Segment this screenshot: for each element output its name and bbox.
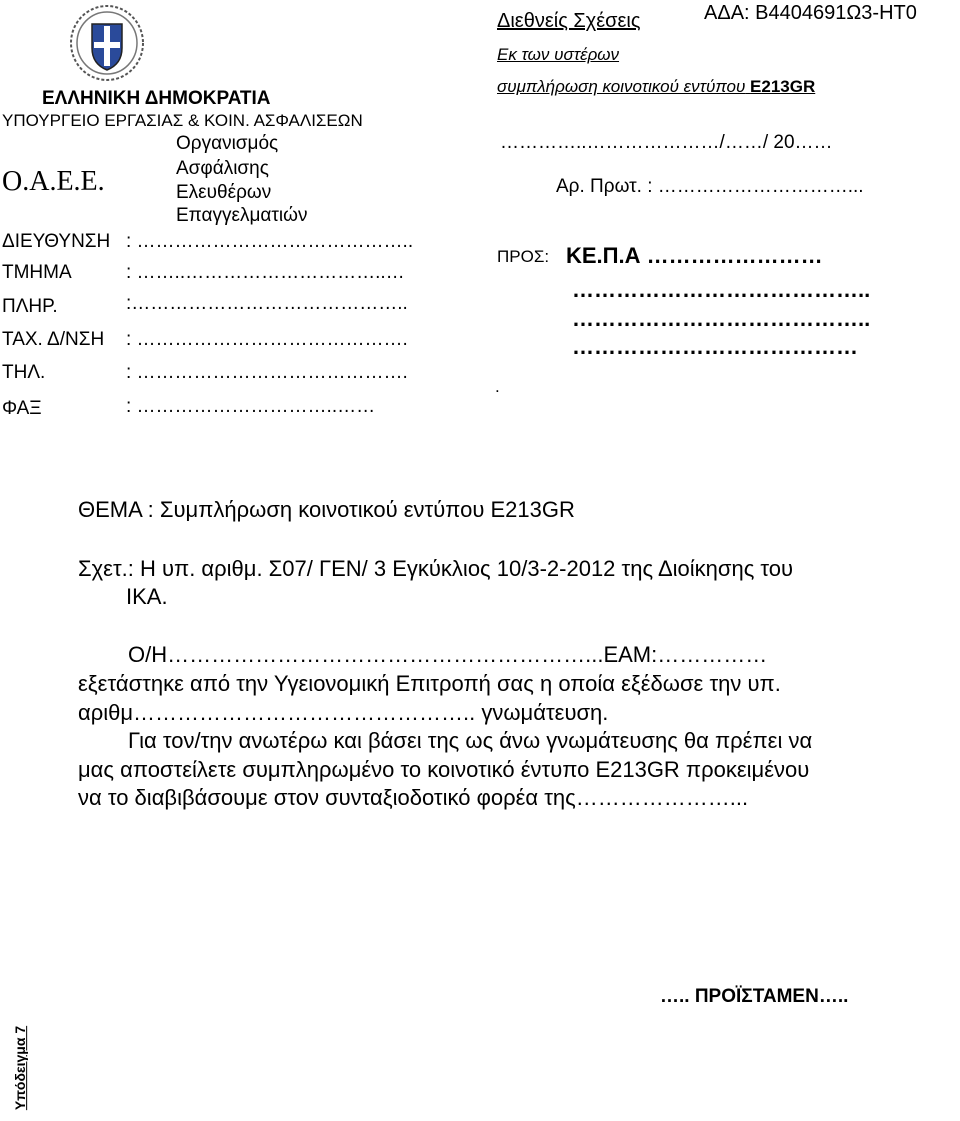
org-line-3: Ελευθέρων (176, 182, 272, 203)
field-value-info: :…………………………………….. (126, 293, 408, 314)
field-value-phone: : ……………………………………. (126, 362, 408, 383)
paragraph-line-4: Για τον/την ανωτέρω και βάσει της ως άνω γνωμάτευσης θα πρέπει να (128, 728, 813, 753)
ex-post-label: Εκ των υστέρων (497, 45, 620, 64)
completion-text: συμπλήρωση κοινοτικού εντύπου (497, 77, 746, 96)
field-label-address: ΤΑΧ. Δ/ΝΣΗ (2, 329, 105, 350)
reference-line-1: Σχετ.: Η υπ. αριθμ. Σ07/ ΓΕΝ/ 3 Εγκύκλιος 10/3-2-2012 της Διοίκησης του (78, 556, 794, 581)
address-line-2: ………………………………….. (572, 306, 871, 331)
greek-coat-of-arms-icon (68, 4, 146, 82)
intl-relations: Διεθνείς Σχέσεις (497, 10, 641, 32)
field-label-department: ΤΜΗΜΑ (2, 262, 72, 283)
ministry-title: ΥΠΟΥΡΓΕΙΟ ΕΡΓΑΣΙΑΣ & ΚΟΙΝ. ΑΣΦΑΛΙΣΕΩΝ (2, 111, 363, 130)
paragraph-line-6: να το διαβιβάσουμε στον συνταξιοδοτικό φορέα της…………………... (78, 785, 749, 810)
field-value-address: : ……………………………………. (126, 329, 408, 350)
stray-dot: . (495, 377, 500, 396)
field-label-fax: ΦΑΞ (2, 398, 42, 419)
republic-title: ΕΛΛΗΝΙΚΗ ΔΗΜΟΚΡΑΤΙΑ (42, 88, 271, 109)
to-recipient: ΚΕ.Π.Α …………………… (566, 243, 823, 268)
template-side-label: Υπόδειγμα 7 (12, 1025, 29, 1111)
form-code: Ε213GR (750, 77, 816, 96)
org-line-4: Επαγγελματιών (176, 205, 308, 226)
oaee-title: Ο.Α.Ε.Ε. (2, 166, 105, 197)
ada-code: ΑΔΑ: Β4404691Ω3-ΗΤ0 (704, 2, 917, 24)
paragraph-line-2: εξετάστηκε από την Υγειονομική Επιτροπή σας η οποία εξέδωσε την υπ. (78, 671, 781, 696)
subject-line: ΘΕΜΑ : Συμπλήρωση κοινοτικού εντύπου Ε213GR (78, 497, 575, 522)
field-label-phone: ΤΗΛ. (2, 362, 46, 383)
field-value-department: : ……..…………………………..… (126, 262, 405, 283)
field-label-info: ΠΛΗΡ. (2, 296, 58, 317)
paragraph-line-1: Ο/Η…………………………………………………...ΕΑΜ:…………… (128, 642, 768, 667)
reference-line-2: ΙΚΑ. (126, 584, 168, 609)
to-label: ΠΡΟΣ: (497, 247, 550, 266)
field-value-fax: : …………………………..…… (126, 396, 376, 417)
address-line-3: ………………………………… (572, 334, 858, 359)
field-value-direction: : …………………………………….. (126, 231, 414, 252)
protocol-number: Αρ. Πρωτ. : …………………………... (556, 176, 864, 197)
field-label-direction: ΔΙΕΥΘΥΝΣΗ (2, 231, 111, 252)
paragraph-line-5: μας αποστείλετε συμπληρωμένο το κοινοτικό έντυπο Ε213GR προκειμένου (78, 757, 810, 782)
signature-title: ….. ΠΡΟΪΣΤΑΜΕΝ….. (660, 986, 849, 1007)
completion-label (497, 77, 831, 97)
org-line-1: Οργανισμός (176, 133, 279, 154)
org-line-2: Ασφάλισης (176, 158, 269, 179)
paragraph-line-3: αριθμ……………………………………….. γνωμάτευση. (78, 700, 609, 725)
date-line: …………..…………………/……/ 20…… (500, 132, 833, 153)
address-line-1: ………………………………….. (572, 277, 871, 302)
